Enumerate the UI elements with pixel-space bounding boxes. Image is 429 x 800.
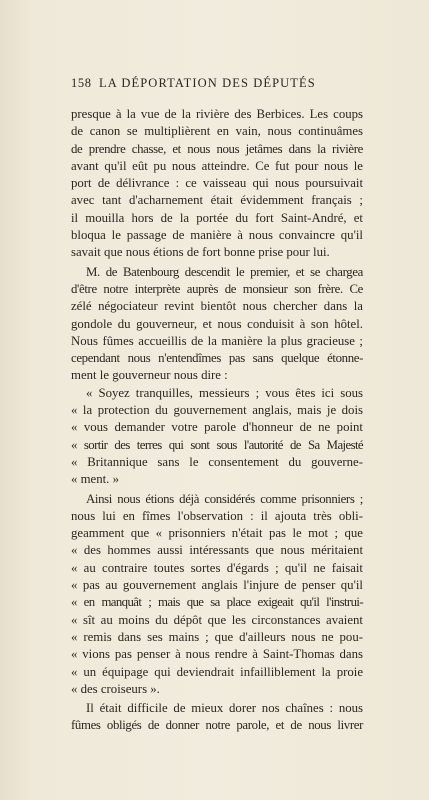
paragraph (71, 700, 363, 735)
text-line: de canon se multiplièrent en vain, nous continuâmes (71, 124, 363, 139)
paragraph (71, 264, 363, 385)
paragraph (71, 491, 363, 699)
text-line: geamment que « prisonniers n'était pas le mot ; que (71, 526, 363, 541)
text-line: « des hommes aussi intéressants que nous méritaient (71, 543, 363, 558)
text-line: avec tant d'acharnement était évidemment français ; (71, 193, 363, 208)
text-line: « sortir des terres qui sont sous l'autorité de Sa Majesté (71, 437, 363, 452)
text-line: « Soyez tranquilles, messieurs ; vous êtes ici sous (86, 385, 363, 400)
text-line: il mouilla hors de la portée du fort Saint-André, et (71, 210, 363, 225)
text-line: « pas au gouvernement anglais l'injure de penser qu'il (71, 578, 363, 593)
text-line: « un équipage qui deviendrait infailliblement la proie (71, 664, 363, 679)
text-line: Il était difficile de mieux dorer nos chaînes : nous (86, 701, 363, 716)
text-line: cependant nous n'entendîmes pas sans quelque étonne- (71, 351, 363, 366)
paragraph (71, 385, 363, 489)
text-line: « vous demander votre parole d'honneur de ne point (71, 420, 363, 435)
text-line: « Britannique sans le consentement du gouverne- (71, 454, 363, 469)
text-line: fûmes obligés de donner notre parole, et de nous livrer (71, 718, 363, 733)
text-line: Ainsi nous étions déjà considérés comme prisonniers ; (86, 491, 363, 506)
text-line: « des croiseurs ». (71, 681, 160, 696)
text-line: de prendre chasse, et nous nous jetâmes dans la rivière (71, 141, 363, 156)
body-text (71, 106, 363, 735)
text-line: « vions pas penser à nous rendre à Saint-Thomas dans (71, 647, 363, 662)
text-line: savait que nous étions de fort bonne prise pour lui. (71, 245, 330, 260)
text-line: ment le gouverneur nous dire : (71, 368, 228, 383)
text-line: « en manquât ; mais que sa place exigeait qu'il l'instrui- (71, 595, 363, 610)
text-line: « remis dans ses mains ; que d'ailleurs nous ne pou- (71, 629, 363, 644)
page-header-title: LA DÉPORTATION DES DÉPUTÉS (99, 76, 316, 90)
text-line: nous lui en fîmes l'observation : il ajouta très obli- (71, 508, 363, 523)
running-head (71, 76, 363, 92)
text-line: presque à la vue de la rivière des Berbices. Les coups (71, 107, 363, 121)
text-line: « ment. » (71, 472, 119, 487)
text-line: « la protection du gouvernement anglais, mais je dois (71, 403, 363, 418)
text-line: gondole du gouverneur, et nous conduisit à son hôtel. (71, 316, 363, 331)
text-line: Nous fûmes accueillis de la manière la plus gracieuse ; (71, 333, 363, 348)
text-line: zélé négociateur revint bientôt nous chercher dans la (71, 299, 363, 314)
text-line: « sît au moins du dépôt que les circonstances avaient (71, 612, 363, 627)
page-number: 158 (71, 76, 92, 90)
text-line: d'être notre interprète auprès de monsieur son frère. Ce (71, 281, 363, 296)
text-line: bloqua le passage de manière à nous convaincre qu'il (71, 228, 363, 243)
text-line: « au contraire toutes sortes d'égards ; qu'il ne faisait (71, 560, 363, 575)
text-line: avant qu'il eût pu nous atteindre. Ce fut pour nous le (71, 158, 363, 173)
text-line: port de délivrance : ce vaisseau qui nous poursuivait (71, 176, 363, 191)
paragraph (71, 106, 363, 262)
text-line: M. de Batenbourg descendit le premier, et se chargea (86, 264, 363, 279)
